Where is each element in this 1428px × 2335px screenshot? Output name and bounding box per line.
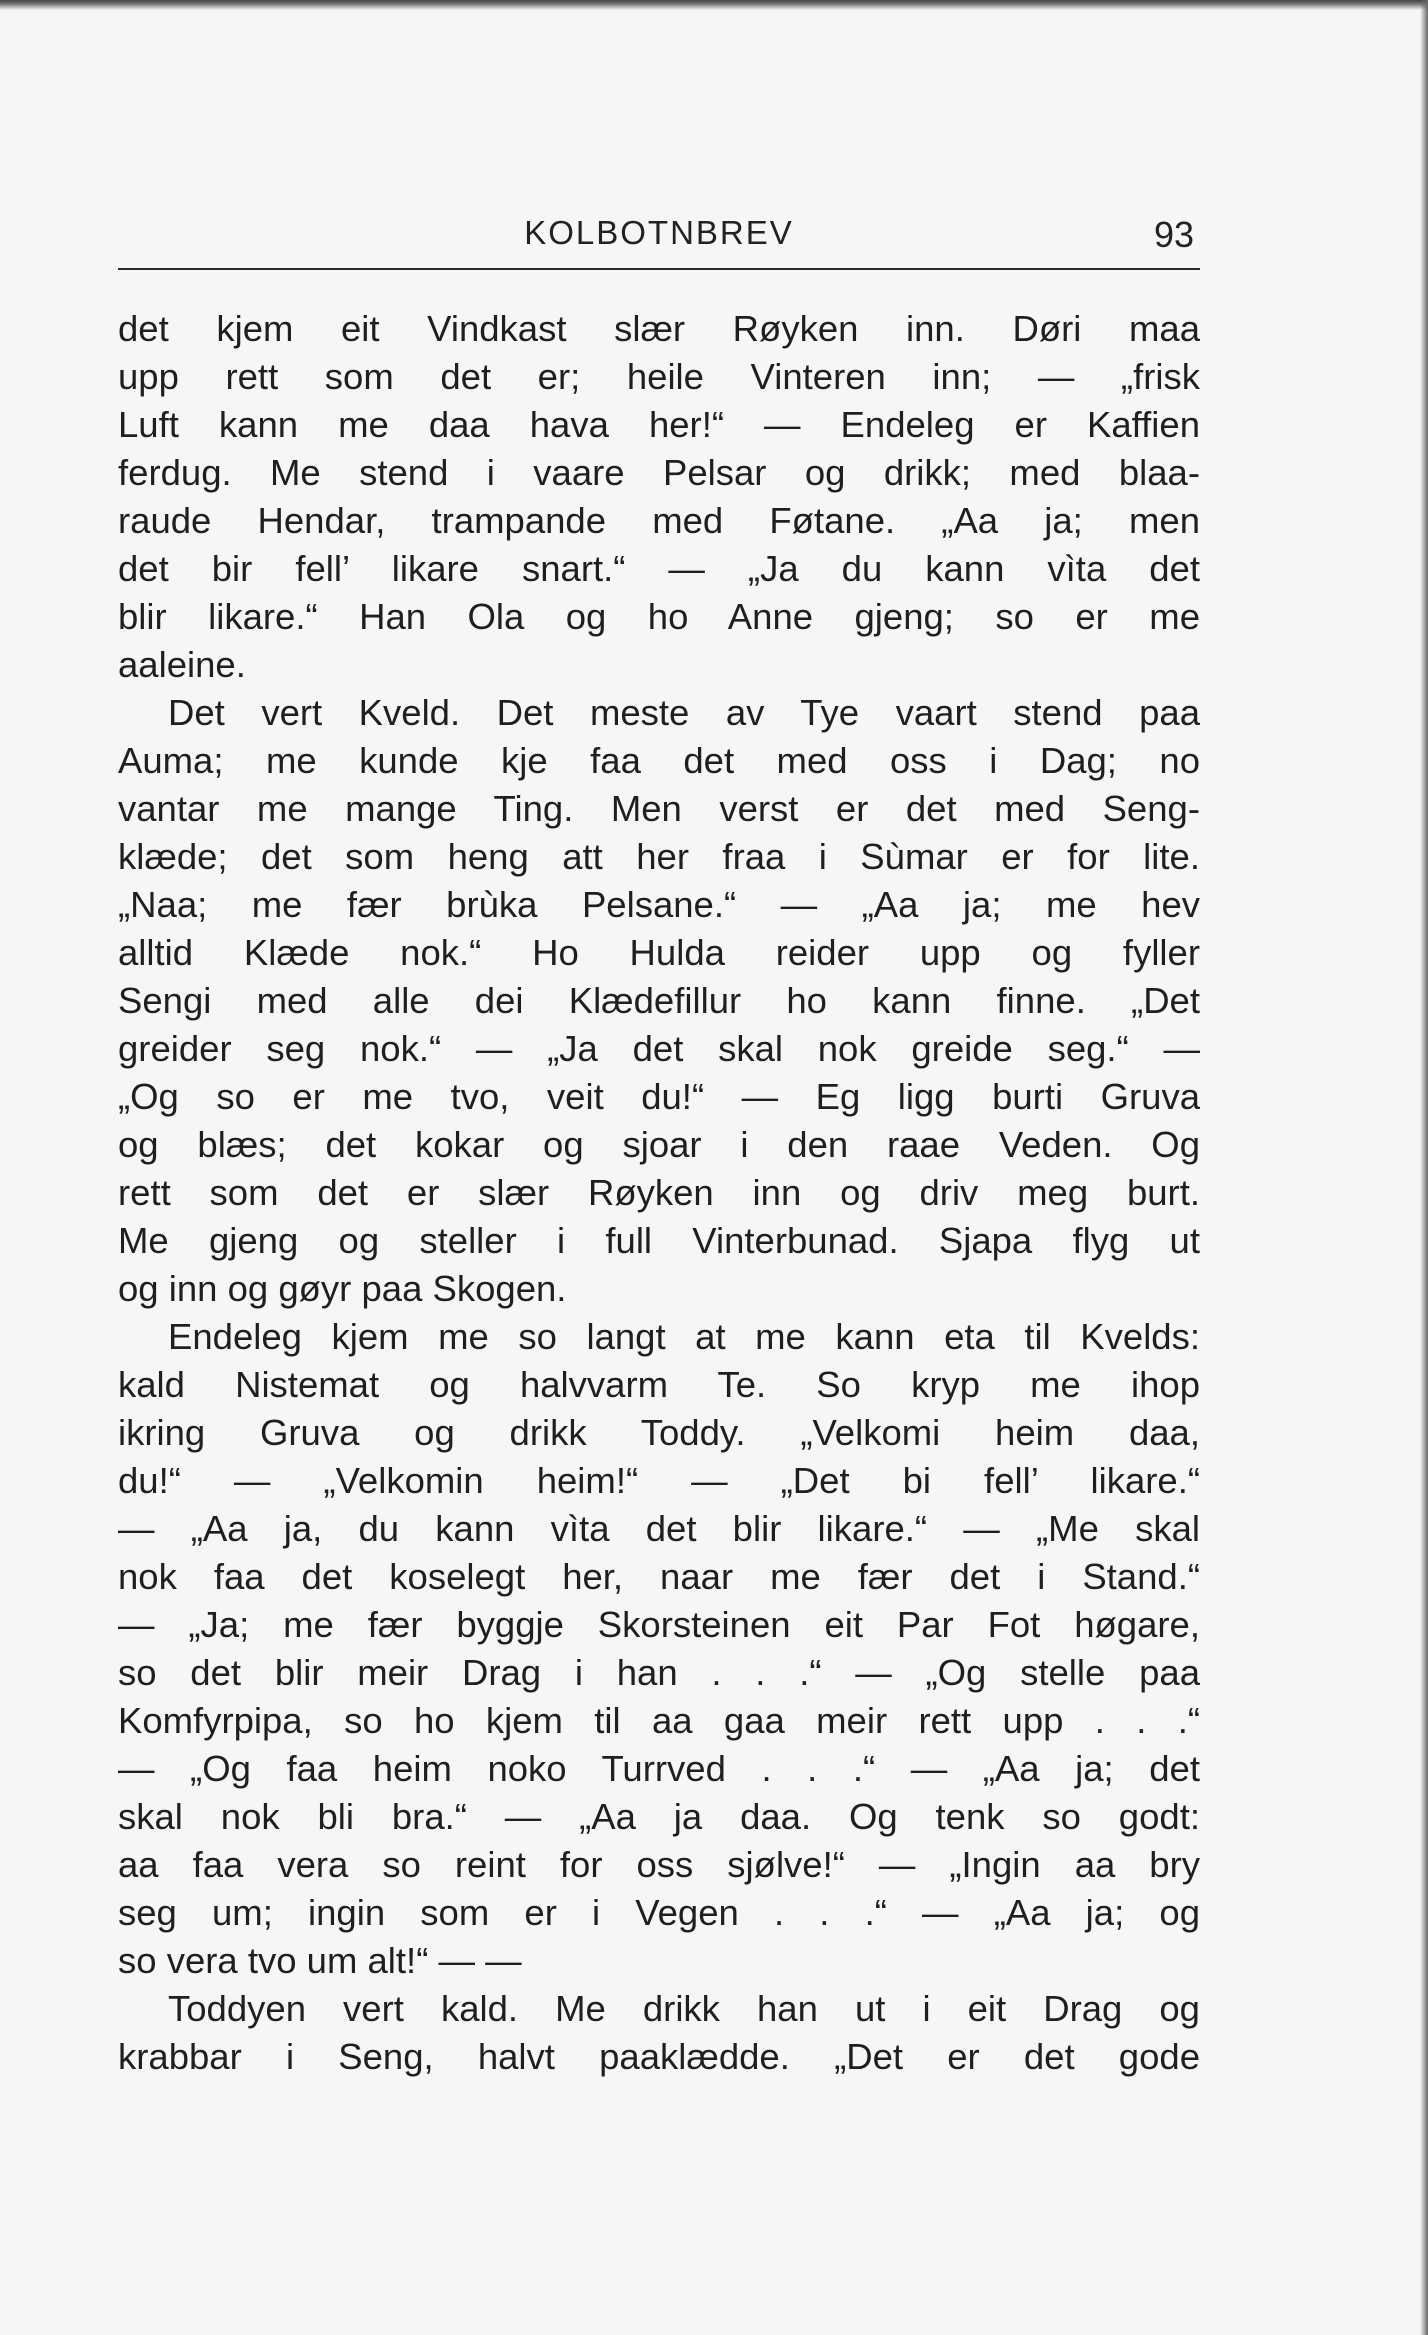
text-line: alltid Klæde nok.“ Ho Hulda reider upp og fyller: [118, 932, 1200, 973]
text-line: raude Hendar, trampande med Føtane. „Aa ja; men: [118, 500, 1200, 541]
page-right-edge: [1420, 0, 1428, 2335]
text-line: seg um; ingin som er i Vegen . . .“ — „Aa ja; og: [118, 1892, 1200, 1933]
text-line: og blæs; det kokar og sjoar i den raae Veden. Og: [118, 1124, 1200, 1165]
text-line: klæde; det som heng att her fraa i Sùmar er for lite.: [118, 836, 1200, 877]
text-line: „Naa; me fær brùka Pelsane.“ — „Aa ja; me hev: [118, 884, 1200, 925]
text-line: Me gjeng og steller i full Vinterbunad. Sjapa flyg ut: [118, 1220, 1200, 1261]
text-line: Toddyen vert kald. Me drikk han ut i eit Drag og: [168, 1988, 1200, 2029]
text-line: Sengi med alle dei Klædefillur ho kann finne. „Det: [118, 980, 1200, 1021]
text-line: ikring Gruva og drikk Toddy. „Velkomi heim daa,: [118, 1412, 1200, 1453]
text-line: det kjem eit Vindkast slær Røyken inn. Døri maa: [118, 308, 1200, 349]
body-text: [118, 305, 1200, 2081]
running-title: KOLBOTNBREV: [524, 214, 794, 251]
text-line: Auma; me kunde kje faa det med oss i Dag; no: [118, 740, 1200, 781]
text-line: krabbar i Seng, halvt paaklædde. „Det er det gode: [118, 2036, 1200, 2077]
text-line: ferdug. Me stend i vaare Pelsar og drikk; med blaa-: [118, 452, 1200, 493]
text-line: Endeleg kjem me so langt at me kann eta til Kvelds:: [168, 1316, 1200, 1357]
page-number: 93: [1153, 214, 1194, 255]
page-header: [118, 208, 1200, 270]
text-line: — „Ja; me fær byggje Skorsteinen eit Par Fot høgare,: [118, 1604, 1200, 1645]
text-line: so det blir meir Drag i han . . .“ — „Og stelle paa: [118, 1652, 1200, 1693]
text-line: vantar me mange Ting. Men verst er det med Seng-: [118, 788, 1200, 829]
text-line: blir likare.“ Han Ola og ho Anne gjeng; so er me: [118, 596, 1200, 637]
text-line: greider seg nok.“ — „Ja det skal nok greide seg.“ —: [118, 1028, 1200, 1069]
text-line: aaleine.: [118, 644, 246, 685]
text-line: nok faa det koselegt her, naar me fær det i Stand.“: [118, 1556, 1200, 1597]
text-line: — „Og faa heim noko Turrved . . .“ — „Aa ja; det: [118, 1748, 1200, 1789]
text-line: Komfyrpipa, so ho kjem til aa gaa meir rett upp . . .“: [118, 1700, 1200, 1741]
text-line: so vera tvo um alt!“ — —: [118, 1940, 522, 1981]
text-line: og inn og gøyr paa Skogen.: [118, 1268, 567, 1309]
text-line: kald Nistemat og halvvarm Te. So kryp me ihop: [118, 1364, 1200, 1405]
text-line: rett som det er slær Røyken inn og driv meg burt.: [118, 1172, 1200, 1213]
text-line: Luft kann me daa hava her!“ — Endeleg er Kaffien: [118, 404, 1200, 445]
text-line: det bir fell’ likare snart.“ — „Ja du kann vìta det: [118, 548, 1200, 589]
text-line: du!“ — „Velkomin heim!“ — „Det bi fell’ likare.“: [118, 1460, 1200, 1501]
page-top-edge: [0, 0, 1428, 10]
text-line: — „Aa ja, du kann vìta det blir likare.“ — „Me skal: [118, 1508, 1200, 1549]
text-line: aa faa vera so reint for oss sjølve!“ — „Ingin aa bry: [118, 1844, 1200, 1885]
text-line: upp rett som det er; heile Vinteren inn; — „frisk: [118, 356, 1200, 397]
text-line: skal nok bli bra.“ — „Aa ja daa. Og tenk so godt:: [118, 1796, 1200, 1837]
text-line: „Og so er me tvo, veit du!“ — Eg ligg burti Gruva: [118, 1076, 1200, 1117]
text-line: Det vert Kveld. Det meste av Tye vaart stend paa: [168, 692, 1200, 733]
